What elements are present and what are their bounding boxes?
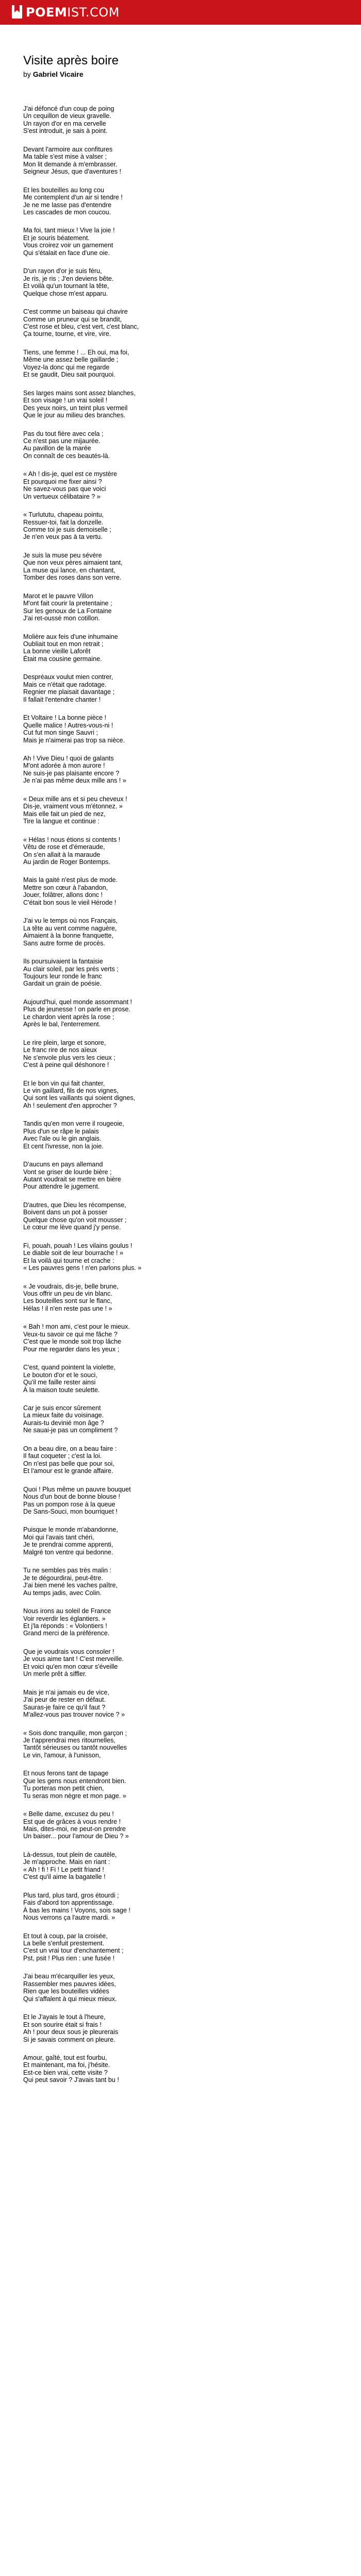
poem-line: Et se gaudit, Dieu sait pourquoi. [23,371,116,379]
poem-stanza [23,1039,343,1069]
poem-line: Pour attendre le jugement. [23,1183,100,1191]
poem-line: Des yeux noirs, un teint plus vermeil [23,404,128,412]
poem-line: Oubliait tout en mon retrait ; [23,640,104,648]
poem-line: Un merle prêt à siffler. [23,1670,87,1678]
poem-stanza [23,552,343,582]
poem-line: Toujours leur ronde le franc [23,972,102,980]
poem-line: Regnier me plaisait davantage ; [23,688,115,696]
poem-line: Que non veux pères aimaient tant, [23,559,123,567]
poem-line: Tu porteras mon petit chien, [23,1785,104,1792]
poem-line: Marot et le pauvre Villon [23,592,93,600]
poem-line: Seigneur Jésus, que d'aventures ! [23,168,122,176]
poem-line: Sans autre forme de procès. [23,939,105,947]
poem-line: Voyez-la donc qui me regarde [23,363,110,371]
poem-line: Que les gens nous entendront bien. [23,1777,126,1785]
poem-line: Je te prendrai comme apprenti, [23,1541,113,1549]
poem-line: J'ai ret-oussé mon cotillon. [23,615,100,622]
poem-line: Ses larges mains sont assez blanches, [23,389,136,397]
poem-line: Cut fut mon singe Sauvri ; [23,729,98,737]
poem-line: Est que de grâces à vous rendre ! [23,1818,121,1825]
poem-line: Plus tard, plus tard, gros étourdi ; [23,1891,119,1899]
poem-stanza [23,1445,343,1475]
poem-line: Mais, dites-moi, ne peut-on prendre [23,1825,126,1833]
poem-line: C'est à peine quil déshonore ! [23,1061,109,1069]
poem-line: Je vous aime tant ! C'est merveille. [23,1655,124,1663]
poem-line: Le rire plein, large et sonore, [23,1039,106,1046]
poem-line: À la maison toute seulette. [23,1386,100,1394]
poem-line: Ressuer-toi, fait la donzelle. [23,518,104,526]
poem-line: Tu seras mon nègre et mon page. » [23,1792,126,1800]
poem-line: « Sois donc tranquille, mon garçon ; [23,1729,127,1737]
poem-line: Je ne me lasse pas d'entendre [23,201,112,209]
poem-line: C'est que le monde soit trop lâche [23,1338,122,1346]
poem-line: Et voilà qu'un tournant la tête, [23,282,109,290]
poem-line: Et pourquoi me fixer ainsi ? [23,478,102,485]
poem-line: Et maintenant, ma foi, j'hésite. [23,2061,110,2069]
poem-line: Le chardon vient après la rose ; [23,1013,114,1021]
poem-stanza [23,1810,343,1840]
poem-line: Et l'amour est le grande affaire. [23,1467,113,1475]
poem-title: Visite après boire [23,54,119,67]
poem-stanza [23,389,343,419]
poem-stanza [23,1973,343,2003]
poem-stanza [23,958,343,988]
poem-line: Veux-tu savoir ce qui me fâche ? [23,1330,118,1338]
poem-line: Nous irons au soleil de France [23,1607,111,1615]
poem-line: D'un rayon d'or je suis féru, [23,267,102,275]
poem-line: Mais elle fait un pied de nez, [23,810,106,818]
poem-line: Et son visage ! un vrai soleil ! [23,397,108,404]
poem-line: Fais d'abord ton apprentissage. [23,1899,114,1907]
poem-line: Ne s'envole plus vers les cieux ; [23,1054,116,1061]
site-header [0,0,361,25]
poem-line: Le diable soit de leur bourrache ! » [23,1249,123,1257]
poem-line: Pas du tout fière avec cela ; [23,430,104,437]
poem-line: Je suis la muse peu sévère [23,551,102,559]
poem-line: « Hélas ! nous étions si contents ! [23,836,121,843]
poem-line: Qui peut savoir ? J'avais tant bu ! [23,2076,119,2084]
poem-line: Devant l'armoire aux confitures [23,145,113,153]
poem-stanza [23,227,343,257]
poem-line: C'était bon sous le vieil Hérode ! [23,899,117,906]
poem-line: Vous croirez voir un garnement [23,242,113,249]
poem-line: J'ai défoncé d'un coup de poing [23,105,114,112]
poem-line: Et le J'ayais le tout à l'heure, [23,2013,106,2021]
poem-line: Me contemplent d'un air si tendre ! [23,194,123,201]
poem-stanza [23,2054,343,2084]
poem-stanza [23,795,343,825]
poem-line: Ma table s'est mise à valser ; [23,153,107,161]
site-logo[interactable] [11,5,120,20]
poem-line: Et j'la réponds : « Volontiers ! [23,1622,107,1630]
poem-line: Un vertueux célibataire ? » [23,493,101,500]
poem-line: Je m'approche. Mais en riant : [23,1858,110,1866]
poem-line: Car je suis encor sûrement [23,1404,101,1412]
poem-line: Ils poursuivaient la fantaisie [23,958,103,965]
poem-line: Pst, psit ! Plus rien : une fusée ! [23,1954,115,1962]
poem-line: Il fallait l'entendre chanter ! [23,696,101,703]
poem-line: Si je savais comment on pleure. [23,2036,116,2043]
poem-line: Sur les genoux de La Fontaine [23,607,112,615]
poem-line: La muse qui lance, en chantant, [23,566,116,574]
poem-line: Ma foi, tant mieux ! Vive la joie ! [23,227,115,234]
poem-line: Le bouton d'or et le souci, [23,1371,97,1379]
poem-line: Ah ! pour deux sous je pleurerais [23,2028,119,2036]
poem-line: Malgré ton ventre qui bedonne. [23,1548,113,1556]
logo-text-light: IST.COM [67,5,120,20]
poem-line: Tu ne sembles pas très malin : [23,1567,112,1574]
poem-body [23,105,343,2095]
poem-stanza [23,1242,343,1272]
poem-stanza [23,1770,343,1800]
byline-prefix: by [23,70,31,78]
poem-line: Ne savez-vous pas que voici [23,485,106,493]
poem-line: Rien que les bouteilles vidées [23,1988,109,1995]
poem-line: Voir reverdir les églantiers. » [23,1615,106,1622]
poem-stanza [23,1933,343,1962]
poem-line: Vêtu de rose et d'émeraude, [23,843,105,851]
poem-line: Je t'apprendrai mes ritournelles, [23,1736,116,1744]
poem-line: Le vin gaillard, fils de nos vignes, [23,1087,119,1094]
poem-line: Est-ce bien vrai, cette visite ? [23,2069,108,2076]
poem-stanza [23,349,343,379]
poem-line: Tomber des roses dans son verre. [23,574,122,582]
poem-line: Pas un pompon rose à la queue [23,1500,116,1508]
poem-line: Au temps jadis, avec Colin. [23,1589,102,1597]
poem-line: Là-dessus, tout plein de cautèle, [23,1851,117,1858]
poem-line: Puisque le monde m'abandonne, [23,1526,118,1534]
poem-line: Au jardin de Roger Bontemps. [23,858,110,866]
poem-stanza [23,714,343,744]
poem-line: Je te dégourdirai, peut-être. [23,1574,103,1582]
poem-stanza [23,1080,343,1110]
poem-stanza [23,1364,343,1394]
poem-line: Gardait un grain de poésie. [23,980,102,988]
poem-line: Il faut coqueter ; c'est la loi. [23,1452,102,1460]
poem-line: Même une assez belle gaillarde ; [23,356,119,364]
poem-line: Le vin, l'amour, à l'unisson, [23,1751,101,1759]
poem-line: Quelque chose m'est apparu. [23,290,108,297]
poem-line: On connaît de ces beautés-là. [23,452,110,460]
poem-stanza [23,1120,343,1150]
poem-line: Qui s'étalait en face d'une oie. [23,249,110,257]
poem-line: La bonne vieille Laforêt [23,648,91,655]
poem-line: Tiens, une femme ! ... Eh oui, ma foi, [23,348,129,356]
poem-line: Nous verrons ça l'autre mardi. » [23,1914,116,1922]
poem-line: Amour, gaîté, tout est fourbu, [23,2054,107,2061]
poem-line: Comme un pruneur qui se brandit, [23,315,122,323]
poem-byline [23,70,84,79]
poem-line: Tantôt sérieuses ou tantôt nouvelles [23,1744,127,1752]
poem-line: Mettre son cœur à l'abandon, [23,884,108,891]
poem-line: C'est qu'il aime la bagatelle ! [23,1873,106,1881]
poem-stanza [23,187,343,216]
poem-line: Despréaux voulut mien contrer, [23,673,113,681]
poem-line: On n'est pas belle que pour soi, [23,1460,114,1467]
poem-line: Fi, pouah, pouah ! Les vilains goulus ! [23,1242,133,1249]
poem-stanza [23,1851,343,1881]
poem-line: On s'en allait à la maraude [23,851,101,858]
poem-line: D'aucuns en pays allemand [23,1161,103,1168]
poem-line: Et nous ferons tant de tapage [23,1770,109,1777]
poem-line: Et les bouteilles au long cou [23,186,104,194]
poem-line: Les cascades de mon coucou. [23,208,111,216]
poem-line: Et Voltaire ! La bonne pièce ! [23,714,107,722]
poem-stanza [23,1730,343,1759]
poem-line: Autant voudrait se mettre en bière [23,1176,121,1183]
poem-stanza [23,917,343,947]
poem-line: Au pavillon de la marée [23,445,91,452]
poem-line: Après le bal, l'enterrement. [23,1021,101,1028]
poem-line: Le franc rire de nos aïeux [23,1046,97,1054]
poem-line: Plus de jeunesse ! on parle en prose. [23,1006,130,1013]
poem-line: Dis-je, vraiment vous m'étonnez. » [23,803,123,810]
poem-line: Ne sauai-je pas un compliment ? [23,1427,118,1434]
poem-line: Ah ! seulement d'en approcher ? [23,1101,117,1109]
poem-line: À bas les mains ! Voyons, sois sage ! [23,1906,130,1914]
poem-line: Rassembler mes pauvres idées, [23,1980,116,1988]
poem-stanza [23,1648,343,1678]
poem-line: C'est, quand pointent la violette, [23,1364,116,1371]
poem-line: La mieux faite du voisinage. [23,1412,104,1419]
poem-line: C'est rose et bleu, c'est vert, c'est blanc, [23,323,139,330]
poem-stanza [23,146,343,176]
poem-line: Que le jour au milieu des branches. [23,412,126,419]
poem-line: Tandis qu'en mon verre il rougeoie, [23,1120,124,1128]
poem-line: « Turlututu, chapeau pointu, [23,511,104,519]
poem-stanza [23,1892,343,1922]
poem-line: Était ma cousine germaine. [23,655,102,663]
poem-stanza [23,470,343,500]
poem-line: Avec l'ale ou le gin anglais. [23,1135,102,1143]
poem-line: C'est comme un baiseau qui chavire [23,308,128,316]
poem-line: La belle s'enfuit prestement. [23,1940,105,1947]
poem-stanza [23,1404,343,1434]
poem-line: Et le bon vin qui fait chanter, [23,1079,105,1087]
poem-line: Mais la gaité n'est plus de mode. [23,876,118,884]
poem-line: Quelle malice ! Autres-vous-ni ! [23,721,113,729]
poem-line: Quelque chose qu'on voit mousser ; [23,1216,127,1224]
poem-line: « Belle dame, excusez du peu ! [23,1810,114,1818]
poem-stanza [23,592,343,622]
poem-line: Un cequillon de vieux gravelle. [23,112,111,120]
poem-stanza [23,836,343,866]
poem-line: D'autres, que Dieu les récompense, [23,1201,126,1209]
poem-author[interactable]: Gabriel Vicaire [32,70,84,78]
poem-line: Qui sont les vaillants qui soient dignes, [23,1094,136,1102]
poem-line: Un rayon d'or en ma cervelle [23,120,106,127]
poem-line: « Ah ! fi ! Fi ! Le petit friand ! [23,1866,104,1873]
poem-stanza [23,1486,343,1516]
poem-line: M'ont fait courir la pretentaine ; [23,600,112,607]
poem-stanza [23,998,343,1028]
poem-stanza [23,308,343,338]
poem-line: Molière aux feis d'une inhumaine [23,633,118,640]
poem-line: Et je souris béatement. [23,234,90,242]
poem-line: J'ai peur de rester en défaut. [23,1696,106,1704]
poem-line: Qui s'affalent à qui mieux mieux. [23,1995,117,2003]
poem-line: Sauras-je faire ce qu'il faut ? [23,1703,106,1711]
poem-stanza [23,1201,343,1231]
poem-line: Vous offrir un peu de vin blanc. [23,1290,112,1298]
poem-line: Ah ! Vive Dieu ! quoi de galants [23,755,114,762]
poem-stanza [23,267,343,297]
poem-line: Que je voudrais vous consoler ! [23,1648,114,1655]
poem-line: Ce n'est pas une mijaurée. [23,437,101,445]
poem-stanza [23,673,343,703]
poem-line: Quoi ! Plus même un pauvre bouquet [23,1485,131,1493]
poem-line: Le cœur me lève quand j'y pense. [23,1224,121,1231]
poem-stanza [23,511,343,541]
poem-line: Boivent dans un pot à posser [23,1209,108,1216]
poem-line: Pour me regarder dans les yeux ; [23,1345,120,1353]
poem-line: Au clair soleil, par les prés verts ; [23,965,119,973]
poem-line: Mon lit demande à m'embrasser. [23,160,118,168]
poem-stanza [23,1323,343,1353]
poem-line: Les bouteilles sont sur le flanc, [23,1297,112,1305]
poem-stanza [23,1161,343,1191]
poem-line: Vont se griser de lourde bière ; [23,1168,112,1176]
poem-line: M'ont adorée à mon aurore ! [23,762,105,770]
poem-line: J'ai bien mené les vaches paître, [23,1582,118,1589]
poem-line: Jouer, folâtrer, allons donc ! [23,891,103,899]
logo-text [26,5,120,20]
poem-line: Comme toi je suis demoiselle ; [23,526,111,534]
poem-stanza [23,1567,343,1597]
poem-line: On a beau dire, on a beau faire : [23,1445,117,1452]
poem-stanza [23,1689,343,1719]
poem-line: J'ai vu le temps où nos Français, [23,917,118,925]
poem-line: Et son sourire était si frais ! [23,2021,102,2028]
poem-line: Mais je n'aimerai pas trop sa nièce. [23,736,125,744]
poem-stanza [23,105,343,135]
poem-line: Ça tourne, tourne, et vire, vire. [23,330,111,338]
poem-line: « Bah ! mon ami, c'est pour le mieux. [23,1323,130,1331]
poem-line: La tête au vent comme naguère, [23,924,117,932]
poem-line: Et cent l'ivresse, non la joie. [23,1142,104,1150]
poem-line: Aujourd'hui, quel monde assommant ! [23,998,133,1006]
poem-stanza [23,633,343,663]
poem-line: Et voici qu'en mon cœur s'éveille [23,1663,118,1670]
poem-line: Un baiser... pour l'amour de Dieu ? » [23,1833,129,1840]
poem-line: Je n'ai pas même deux mille ans ! » [23,777,126,785]
poem-line: Moi qui l'avais tant chéri, [23,1533,94,1541]
poem-line: Mais je n'ai jamais eu de vice, [23,1688,109,1696]
poem-stanza [23,2013,343,2043]
poem-line: Aimaient à la bonne franquette, [23,932,114,940]
poem-line: Mais ce n'était que radotage. [23,681,107,688]
poem-line: Et tout à coup, par la croisée, [23,1932,108,1940]
poem-line: M'allez-vous pas trouver novice ? » [23,1711,125,1719]
poem-line: S'est introduit, je sais à point. [23,127,108,135]
red-bookmark-icon [11,5,23,20]
poem-stanza [23,430,343,460]
poem-line: Aurais-tu devinié mon âge ? [23,1419,104,1427]
poem-line: Plus d'un se râpe le palais [23,1127,99,1135]
poem-stanza [23,1526,343,1556]
poem-stanza [23,876,343,906]
poem-line: Tire la langue et continue : [23,818,100,825]
poem-stanza [23,1283,343,1313]
poem-line: Nous d'un bout de bonne blouse ! [23,1493,120,1501]
poem-line: « Ah ! dis-je, quel est ce mystère [23,470,117,478]
poem-line: C'est un vrai tour d'enchantement ; [23,1947,124,1955]
poem-line: « Deux mille ans et si peu cheveux ! [23,795,127,803]
poem-line: « Je voudrais, dis-je, belle brune, [23,1282,119,1290]
poem-line: Hélas ! il n'en reste pas une ! » [23,1304,112,1312]
poem-line: Je ris, je ris ; J'en deviens bête. [23,275,114,282]
poem-line: « Les pauvres gens ! n'en parlons plus. » [23,1264,142,1272]
logo-text-bold: POEM [26,5,68,20]
poem-line: Qu'il me faille rester ainsi [23,1379,96,1386]
poem-line: Et la voilà qui tourne et crache : [23,1257,114,1264]
poem-line: Ne suis-je pas plaisante encore ? [23,769,120,777]
poem-line: J'ai beau m'écarquiller les yeux, [23,1973,115,1980]
poem-line: Je n'en veux pas à ta vertu. [23,533,103,541]
poem-stanza [23,1607,343,1637]
poem-stanza [23,755,343,785]
poem-line: De Sans-Souci, mon bourriquet ! [23,1507,118,1515]
poem-line: Grand merci de la préférence. [23,1630,110,1637]
